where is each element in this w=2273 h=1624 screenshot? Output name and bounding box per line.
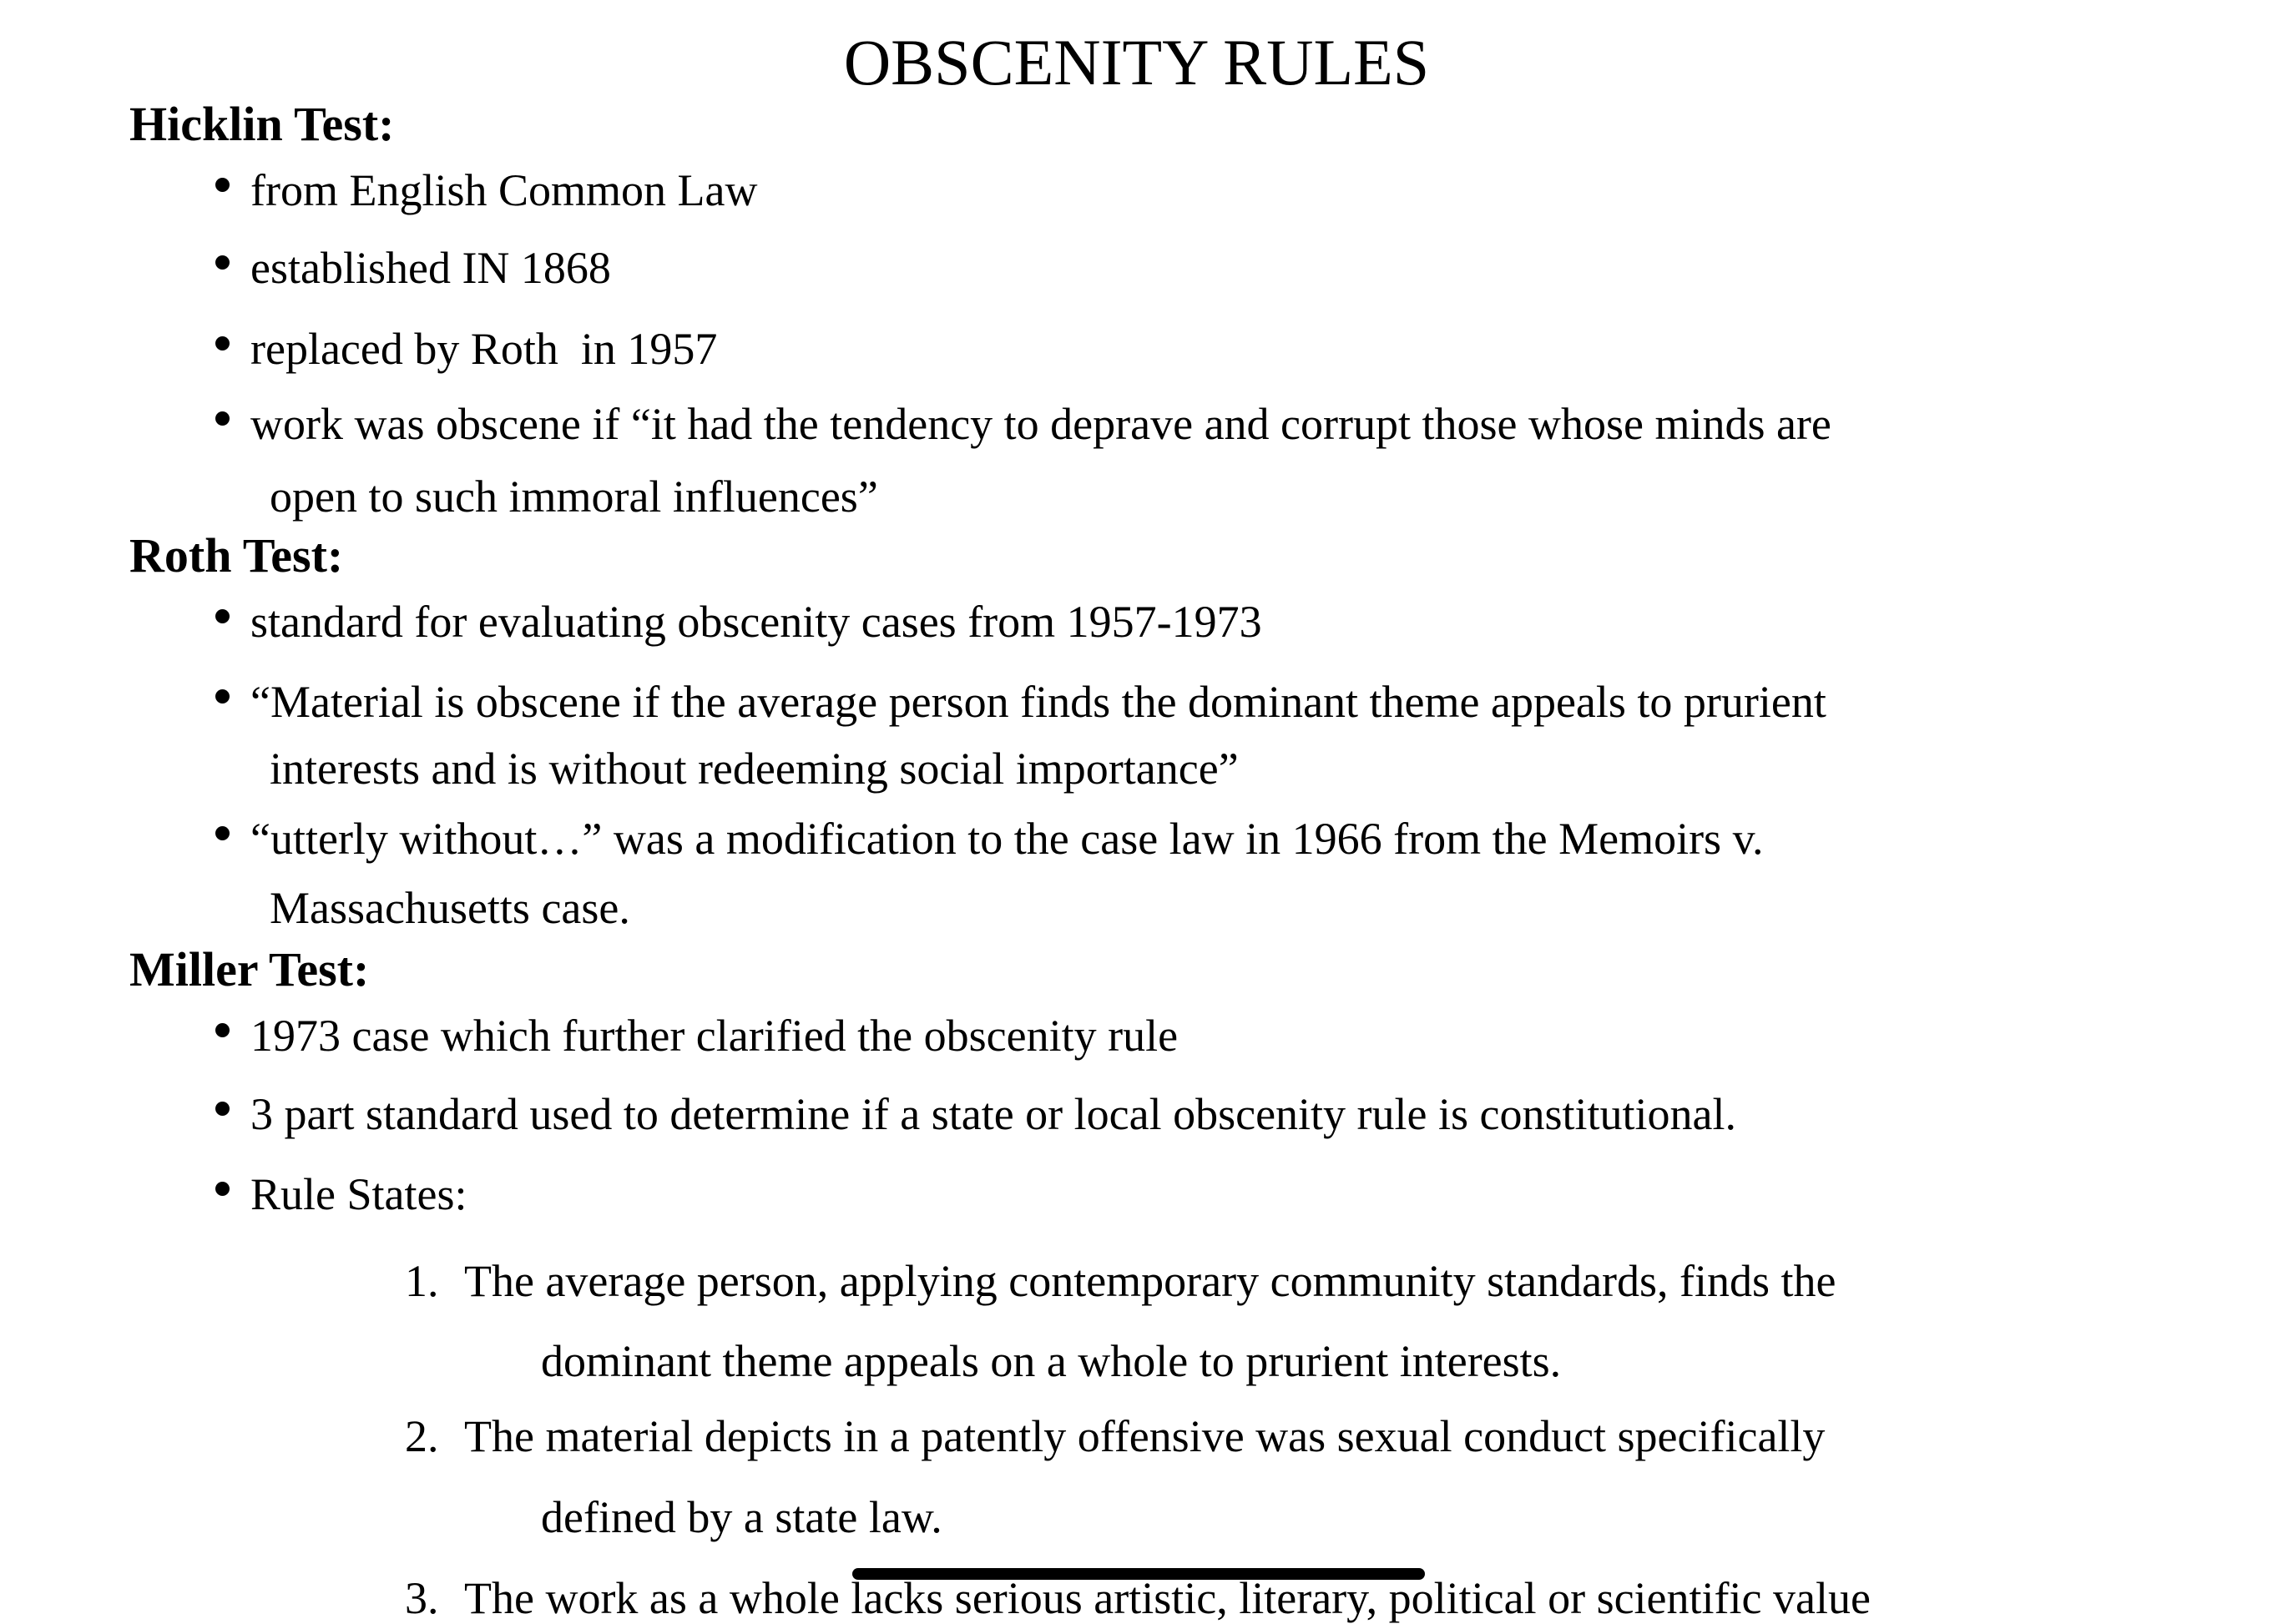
- bullet-icon: [215, 1023, 230, 1037]
- numbered-line-clipped: The work as a whole lacks serious artistic, literary, political or scientific value: [464, 1573, 1871, 1623]
- numbered-line: The material depicts in a patently offensive was sexual conduct specifically: [464, 1411, 1826, 1461]
- page-title: OBSCENITY RULES: [843, 26, 1430, 98]
- section-heading-roth: Roth Test:: [129, 528, 344, 583]
- bullet-line: “utterly without…” was a modification to the case law in 1966 from the Memoirs v.: [250, 814, 1764, 864]
- bullet-line: work was obscene if “it had the tendency to deprave and corrupt those whose minds are: [250, 399, 1831, 449]
- bullet-line: standard for evaluating obscenity cases from 1957-1973: [250, 597, 1262, 647]
- bullet-icon: [215, 826, 230, 840]
- bullet-line: established IN 1868: [250, 243, 611, 293]
- bullet-line-continuation: Massachusetts case.: [270, 883, 630, 933]
- section-heading-hicklin: Hicklin Test:: [129, 97, 395, 151]
- bullet-icon: [215, 609, 230, 623]
- bullet-line-continuation: interests and is without redeeming social importance”: [270, 744, 1239, 794]
- bullet-icon: [215, 178, 230, 192]
- bullet-line: 1973 case which further clarified the obscenity rule: [250, 1011, 1179, 1061]
- bullet-icon: [215, 411, 230, 426]
- bullet-line: Rule States:: [250, 1169, 467, 1219]
- numbered-line-continuation: dominant theme appeals on a whole to prurient interests.: [541, 1336, 1562, 1386]
- list-number: 2.: [405, 1411, 439, 1461]
- bullet-line: from English Common Law: [250, 165, 758, 215]
- numbered-line: The average person, applying contemporary community standards, finds the: [464, 1256, 1836, 1306]
- bullet-icon: [215, 689, 230, 704]
- bullet-icon: [215, 255, 230, 270]
- bullet-icon: [215, 1182, 230, 1196]
- list-number: 3.: [405, 1573, 439, 1623]
- bullet-line: replaced by Roth in 1957: [250, 324, 718, 374]
- bullet-line: 3 part standard used to determine if a state or local obscenity rule is constitutional.: [250, 1089, 1736, 1139]
- bullet-line: “Material is obscene if the average person finds the dominant theme appeals to prurient: [250, 677, 1826, 727]
- section-heading-miller: Miller Test:: [129, 942, 370, 996]
- numbered-line-continuation: defined by a state law.: [541, 1492, 942, 1542]
- list-number: 1.: [405, 1256, 439, 1306]
- bullet-icon: [215, 1102, 230, 1116]
- bullet-line-continuation: open to such immoral influences”: [270, 472, 878, 522]
- bullet-icon: [215, 336, 230, 351]
